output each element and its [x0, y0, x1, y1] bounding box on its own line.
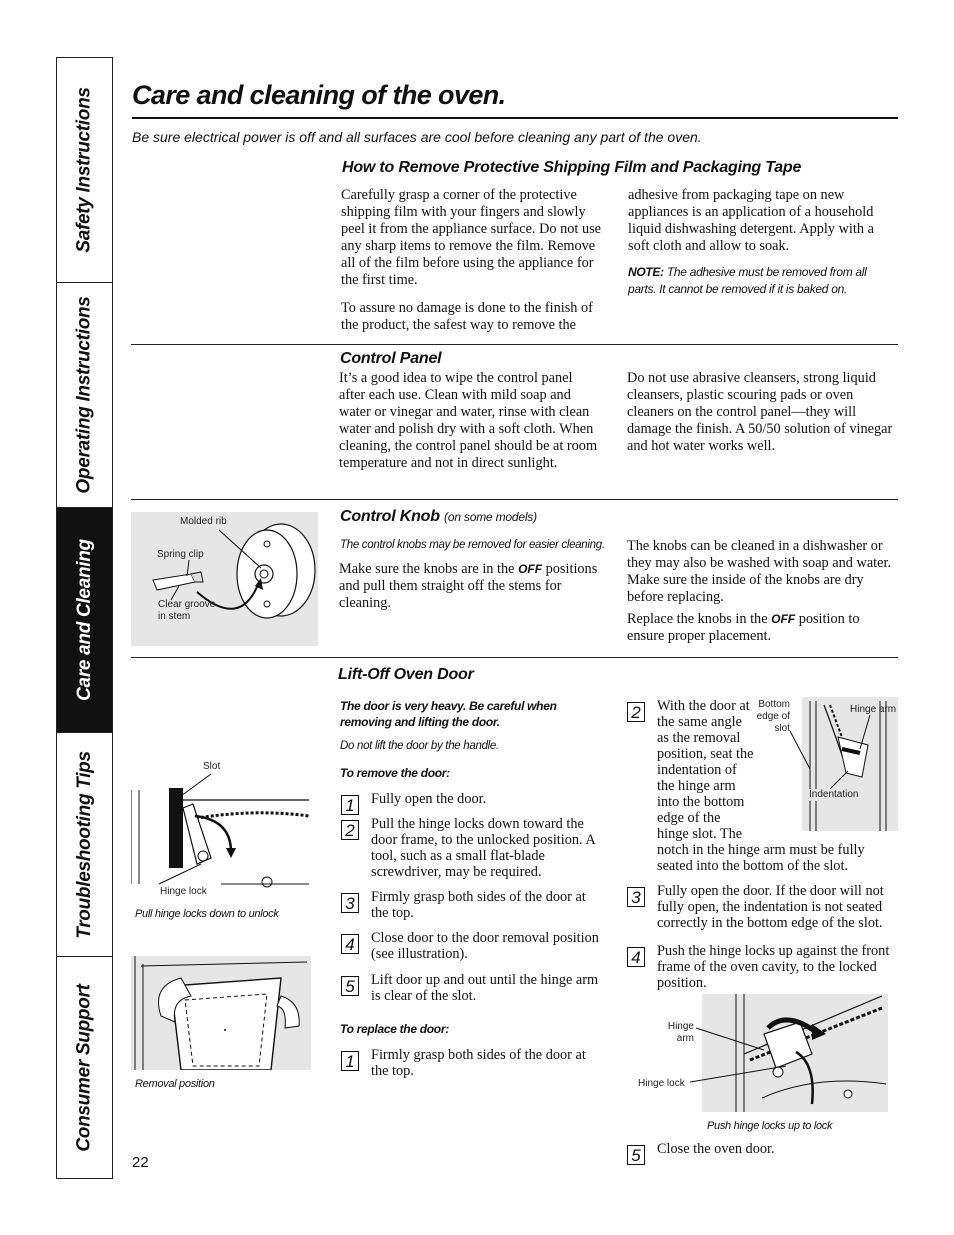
remove-step-text: Close door to the door removal position (see illustration). — [371, 930, 599, 962]
step-number: 3 — [341, 893, 359, 913]
label-slot: Slot — [203, 761, 221, 772]
remove-step-text: Firmly grasp both sides of the door at the top. — [371, 889, 586, 921]
replace-step-text: Firmly grasp both sides of the door at the top. — [371, 1047, 586, 1079]
replace-step-text: Close the oven door. — [657, 1141, 775, 1157]
label-hinge-lock: Hinge lock — [160, 886, 207, 897]
control-panel-paragraph-1: It’s a good idea to wipe the control panel after each use. Clean with mild soap and water or vinegar and water, rinse with clean water and polish dry with a soft cloth. When cleaning, the control panel should be at room temperature and not in direct sunlight. — [339, 370, 598, 472]
hinge-lock-figure — [636, 994, 888, 1112]
label-molded-rib: Molded rib — [180, 516, 227, 527]
section-divider — [131, 499, 898, 500]
knob-illustration — [131, 512, 318, 646]
remove-step-text: Fully open the door. — [371, 791, 487, 807]
control-knob-heading — [340, 508, 537, 526]
title-rule — [132, 117, 898, 119]
replace-step-text: Fully open the door. If the door will not fully open, the indentation is not seated correctly in the bottom edge of the slot. — [657, 883, 884, 931]
page-subtitle: Be sure electrical power is off and all surfaces are cool before cleaning any part of the oven. — [132, 129, 702, 145]
control-knob-models: (on some models) — [444, 510, 537, 524]
step-number: 1 — [341, 795, 359, 815]
tab-troubleshooting-tips[interactable]: Troubleshooting Tips — [57, 733, 112, 957]
control-panel-heading: Control Panel — [340, 350, 442, 367]
replace-step-text: Push the hinge locks up against the front frame of the oven cavity, to the locked position. — [657, 943, 890, 991]
label-bottom-edge: Bottom edge of slot — [752, 699, 790, 735]
oven-door-caution: Do not lift the door by the handle. — [340, 740, 499, 752]
control-knob-p1a: Make sure the knobs are in the — [339, 561, 519, 577]
oven-door-heading: Lift-Off Oven Door — [338, 666, 474, 683]
control-knob-paragraph-3 — [627, 611, 893, 645]
remove-step-text: Pull the hinge locks down toward the door frame, to the unlocked position. A tool, such as a small flat-blade screwdriver, may be required. — [371, 816, 595, 880]
step-number: 3 — [627, 887, 645, 907]
replace-heading: To replace the door: — [340, 1022, 449, 1036]
label-clear-groove: Clear groove in stem — [158, 599, 216, 622]
hinge-lock-illustration — [636, 994, 888, 1112]
figure-caption: Push hinge locks up to lock — [707, 1120, 833, 1132]
tab-care-and-cleaning[interactable]: Care and Cleaning — [57, 508, 112, 733]
control-knob-p3b: position to ensure proper placement. — [627, 611, 860, 645]
label-hinge-arm: Hinge arm — [850, 704, 897, 715]
section-tabs — [56, 57, 113, 1179]
hinge-unlock-figure — [131, 760, 311, 897]
step-number: 2 — [341, 820, 359, 840]
note-text: The adhesive must be removed from all parts. It cannot be removed if it is baked on. — [628, 265, 867, 296]
hinge-seat-figure — [750, 697, 898, 831]
control-knob-paragraph-1 — [339, 561, 607, 612]
label-indentation: Indentation — [809, 789, 859, 800]
film-heading: How to Remove Protective Shipping Film and Packaging Tape — [342, 159, 802, 176]
label-spring-clip: Spring clip — [157, 549, 204, 560]
section-divider — [131, 344, 898, 345]
oven-door-warning: The door is very heavy. Be careful when removing and lifting the door. — [340, 699, 557, 729]
control-knob-figure — [131, 512, 318, 646]
step-number: 4 — [341, 934, 359, 954]
replace-step-2-text: With the door at the same angle as the removal position, seat the indentation of the hinge arm into the bottom edge of the hinge slot. The notch in the hinge arm must be fully seated into the bottom of the slot. — [657, 698, 865, 874]
control-knob-p3a: Replace the knobs in the — [627, 611, 772, 627]
step-number: 1 — [341, 1051, 359, 1071]
page-number: 22 — [132, 1154, 149, 1171]
tab-operating-instructions[interactable]: Operating Instructions — [57, 283, 112, 508]
removal-position-figure — [131, 956, 311, 1070]
step-number: 4 — [627, 947, 645, 967]
control-knob-paragraph-2: The knobs can be cleaned in a dishwasher or they may also be washed with soap and water. Make sure the inside of the knobs are dry before replacing. — [627, 538, 892, 606]
step-number: 2 — [627, 702, 645, 722]
remove-step-text: Lift door up and out until the hinge arm is clear of the slot. — [371, 972, 599, 1004]
figure-caption: Pull hinge locks down to unlock — [135, 908, 279, 920]
step-number: 5 — [627, 1145, 645, 1165]
film-paragraph-1: Carefully grasp a corner of the protective shipping film with your fingers and slowly peel it from the appliance surface. Do not use any sharp items to remove the film. Remove all of the film before using the appliance for the first time. — [341, 187, 602, 289]
control-knob-title: Control Knob — [340, 508, 440, 525]
step-number: 5 — [341, 976, 359, 996]
tab-consumer-support[interactable]: Consumer Support — [73, 983, 95, 1152]
page-title: Care and cleaning of the oven. — [132, 80, 506, 110]
remove-heading: To remove the door: — [340, 766, 450, 780]
off-label: OFF — [771, 612, 796, 626]
film-note — [628, 264, 896, 298]
film-paragraph-3: adhesive from packaging tape on new appliances is an application of a household liquid dishwashing detergent. Apply with a soft cloth and allow to soak. — [628, 187, 874, 255]
film-paragraph-2: To assure no damage is done to the finish of the product, the safest way to remove the — [341, 300, 593, 334]
label-hinge-arm: Hinge arm — [667, 1021, 694, 1044]
figure-caption: Removal position — [135, 1078, 215, 1090]
label-hinge-lock: Hinge lock — [638, 1078, 685, 1089]
hinge-unlock-illustration — [131, 760, 311, 890]
control-knob-note: The control knobs may be removed for easier cleaning. — [340, 539, 605, 551]
section-divider — [131, 657, 898, 658]
off-label: OFF — [518, 562, 543, 576]
control-knob-p1b: positions and pull them straight off the stems for cleaning. — [339, 561, 598, 612]
control-panel-paragraph-2: Do not use abrasive cleansers, strong liquid cleansers, plastic scouring pads or oven cleaners on the control panel—they will damage the finish. A 50/50 solution of vinegar and hot water works well. — [627, 370, 893, 455]
tab-safety-instructions[interactable]: Safety Instructions — [57, 58, 112, 283]
removal-illustration — [131, 956, 311, 1070]
note-label: NOTE: — [628, 265, 664, 279]
